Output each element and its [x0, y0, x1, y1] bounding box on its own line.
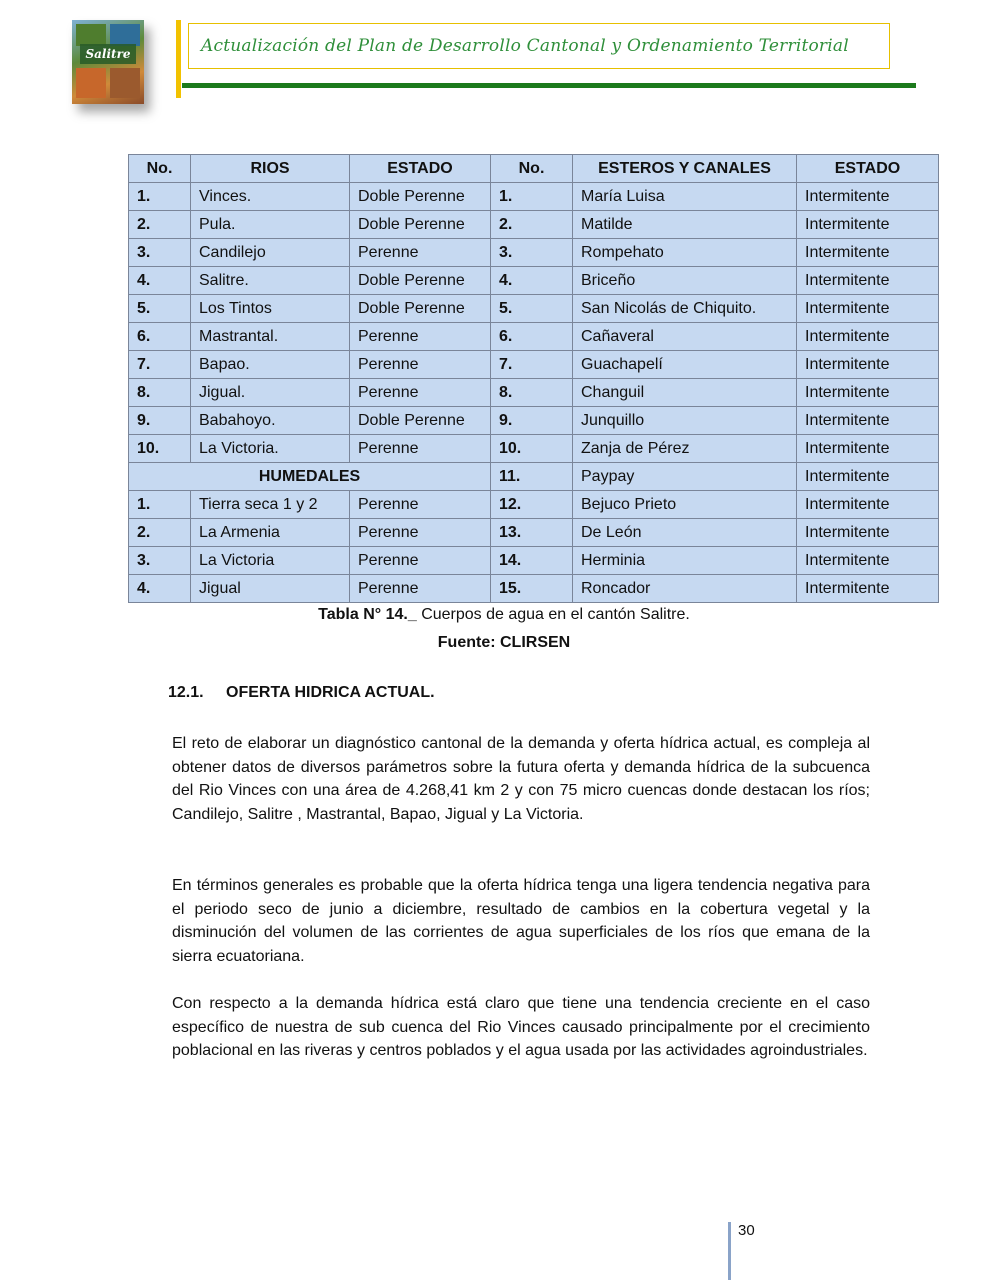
estero-name: Rompehato	[573, 239, 797, 267]
row-number: 8.	[491, 379, 573, 407]
status: Intermitente	[797, 519, 939, 547]
status: Intermitente	[797, 295, 939, 323]
status: Perenne	[350, 435, 491, 463]
estero-name: Paypay	[573, 463, 797, 491]
row-number: 13.	[491, 519, 573, 547]
row-number: 4.	[129, 267, 191, 295]
estero-name: Guachapelí	[573, 351, 797, 379]
row-number: 15.	[491, 575, 573, 603]
header-estado: ESTADO	[350, 155, 491, 183]
humedales-heading: HUMEDALES	[129, 463, 491, 491]
status: Perenne	[350, 491, 491, 519]
paragraph: Con respecto a la demanda hídrica está claro que tiene una tendencia creciente en el caso específico de nuestra de sub cuenca del Rio Vinces causado principalmente por el crecimiento poblacional en las riveras y centros poblados y el agua usada por las actividades agroindustriales.	[172, 995, 870, 1060]
estero-name: Briceño	[573, 267, 797, 295]
table-row	[129, 407, 939, 435]
estero-name: Herminia	[573, 547, 797, 575]
row-number: 9.	[491, 407, 573, 435]
table-row	[129, 239, 939, 267]
status: Perenne	[350, 351, 491, 379]
status: Intermitente	[797, 211, 939, 239]
row-number: 2.	[129, 211, 191, 239]
page-number: 30	[738, 1222, 755, 1239]
header-no: No.	[129, 155, 191, 183]
river-name: Pula.	[191, 211, 350, 239]
row-number: 5.	[129, 295, 191, 323]
status: Perenne	[350, 239, 491, 267]
row-number: 2.	[129, 519, 191, 547]
status: Intermitente	[797, 463, 939, 491]
logo-photo-tile	[76, 24, 106, 46]
status: Doble Perenne	[350, 183, 491, 211]
estero-name: Zanja de Pérez	[573, 435, 797, 463]
row-number: 2.	[491, 211, 573, 239]
table-row	[129, 519, 939, 547]
table-caption	[0, 606, 990, 624]
estero-name: San Nicolás de Chiquito.	[573, 295, 797, 323]
table-row	[129, 211, 939, 239]
water-bodies-table	[128, 154, 939, 603]
status: Doble Perenne	[350, 295, 491, 323]
status: Intermitente	[797, 379, 939, 407]
status: Intermitente	[797, 183, 939, 211]
status: Perenne	[350, 547, 491, 575]
table-header-row	[129, 155, 939, 183]
row-number: 10.	[491, 435, 573, 463]
row-number: 7.	[129, 351, 191, 379]
row-number: 14.	[491, 547, 573, 575]
table-row	[129, 547, 939, 575]
caption-text: Cuerpos de agua en el cantón Salitre.	[416, 606, 690, 623]
row-number: 9.	[129, 407, 191, 435]
estero-name: Junquillo	[573, 407, 797, 435]
page-number-rule	[728, 1222, 731, 1280]
river-name: Mastrantal.	[191, 323, 350, 351]
row-number: 4.	[491, 267, 573, 295]
status: Doble Perenne	[350, 407, 491, 435]
river-name: Babahoyo.	[191, 407, 350, 435]
wetland-name: Jigual	[191, 575, 350, 603]
row-number: 4.	[129, 575, 191, 603]
wetland-name: Tierra seca 1 y 2	[191, 491, 350, 519]
status: Intermitente	[797, 491, 939, 519]
row-number: 8.	[129, 379, 191, 407]
row-number: 6.	[129, 323, 191, 351]
row-number: 3.	[129, 547, 191, 575]
header-rule	[182, 83, 916, 88]
river-name: La Victoria.	[191, 435, 350, 463]
river-name: Bapao.	[191, 351, 350, 379]
salitre-logo	[72, 20, 144, 104]
status: Intermitente	[797, 575, 939, 603]
river-name: Los Tintos	[191, 295, 350, 323]
table-row	[129, 183, 939, 211]
row-number: 11.	[491, 463, 573, 491]
status: Intermitente	[797, 435, 939, 463]
status: Perenne	[350, 575, 491, 603]
river-name: Salitre.	[191, 267, 350, 295]
document-title: Actualización del Plan de Desarrollo Cantonal y Ordenamiento Territorial	[201, 36, 849, 56]
estero-name: Cañaveral	[573, 323, 797, 351]
status: Intermitente	[797, 407, 939, 435]
status: Doble Perenne	[350, 267, 491, 295]
row-number: 7.	[491, 351, 573, 379]
header-title-box	[188, 23, 890, 69]
river-name: Vinces.	[191, 183, 350, 211]
table-row	[129, 435, 939, 463]
estero-name: María Luisa	[573, 183, 797, 211]
paragraph: El reto de elaborar un diagnóstico cantonal de la demanda y oferta hídrica actual, es compleja al obtener datos de diversos parámetros sobre la futura oferta y demanda hídrica de la subcuenca del Rio Vinces con una área de 4.268,41 km 2 y con 75 micro cuencas donde destacan los ríos; Candilejo, Salitre , Mastrantal, Bapao, Jigual y La Victoria.	[172, 735, 870, 823]
section-number: 12.1.	[168, 684, 204, 701]
estero-name: De León	[573, 519, 797, 547]
row-number: 1.	[129, 183, 191, 211]
wetland-name: La Victoria	[191, 547, 350, 575]
header-accent-bar	[176, 20, 181, 98]
status: Perenne	[350, 323, 491, 351]
header-estado: ESTADO	[797, 155, 939, 183]
row-number: 6.	[491, 323, 573, 351]
table-row	[129, 575, 939, 603]
logo-text: Salitre	[80, 44, 136, 64]
estero-name: Roncador	[573, 575, 797, 603]
status: Intermitente	[797, 351, 939, 379]
row-number: 3.	[129, 239, 191, 267]
table-row	[129, 323, 939, 351]
status: Perenne	[350, 519, 491, 547]
status: Intermitente	[797, 239, 939, 267]
header-no: No.	[491, 155, 573, 183]
table-row	[129, 267, 939, 295]
status: Perenne	[350, 379, 491, 407]
status: Intermitente	[797, 267, 939, 295]
header-rios: RIOS	[191, 155, 350, 183]
table-source: Fuente: CLIRSEN	[437, 634, 571, 651]
wetland-name: La Armenia	[191, 519, 350, 547]
status: Doble Perenne	[350, 211, 491, 239]
table-row	[129, 295, 939, 323]
caption-label: Tabla N° 14._	[318, 606, 417, 623]
row-number: 1.	[491, 183, 573, 211]
row-number: 3.	[491, 239, 573, 267]
logo-photo-tile	[76, 68, 106, 98]
row-number: 12.	[491, 491, 573, 519]
logo-photo-tile	[110, 68, 140, 98]
section-title: OFERTA HIDRICA ACTUAL.	[226, 684, 435, 701]
header-esteros-canales: ESTEROS Y CANALES	[573, 155, 797, 183]
row-number: 1.	[129, 491, 191, 519]
estero-name: Changuil	[573, 379, 797, 407]
row-number: 5.	[491, 295, 573, 323]
paragraph: En términos generales es probable que la oferta hídrica tenga una ligera tendencia negativa para el periodo seco de junio a diciembre, resultado de cambios en la cobertura vegetal y la disminución del volumen de las corrientes de agua superficiales de los ríos que emana de la sierra ecuatoriana.	[172, 877, 870, 965]
table-row	[129, 463, 939, 491]
river-name: Candilejo	[191, 239, 350, 267]
status: Intermitente	[797, 323, 939, 351]
river-name: Jigual.	[191, 379, 350, 407]
logo-photo-tile	[110, 24, 140, 46]
status: Intermitente	[797, 547, 939, 575]
table-row	[129, 491, 939, 519]
estero-name: Bejuco Prieto	[573, 491, 797, 519]
section-heading	[168, 684, 435, 702]
row-number: 10.	[129, 435, 191, 463]
table-row	[129, 351, 939, 379]
estero-name: Matilde	[573, 211, 797, 239]
table-row	[129, 379, 939, 407]
